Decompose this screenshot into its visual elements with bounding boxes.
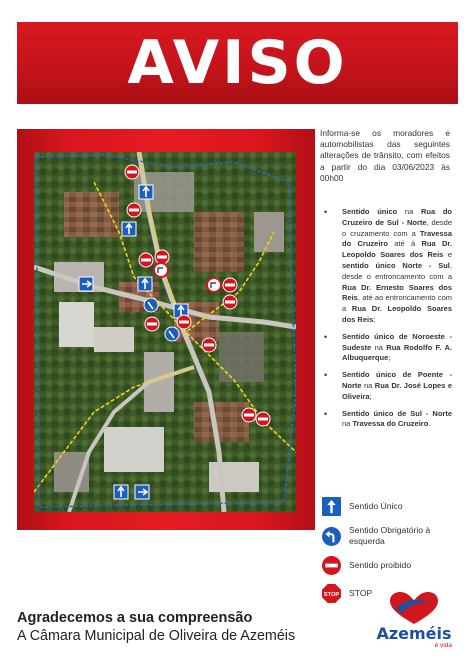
thanks-heading: Agradecemos a sua compreensão [17,610,253,626]
legend-item-one-way [322,497,462,516]
municipality-signature: A Câmara Municipal de Oliveira de Azeméis [17,628,296,644]
map-no-left-turn-sign-icon [207,278,221,292]
map-frame [17,129,315,530]
map-mandatory-turn-sign-icon [165,327,179,341]
map-no-entry-sign-icon [223,295,237,309]
change-item: • Sentido único na Rua do Cruzeiro de Sul - Norte, desde o cruzamento com a Travessa do Cruzeiro até à Rua Dr. Leopoldo Soares dos Reis e sentido único Norte - Sul, desde o entroncamento com a Rua Dr. Ernesto Soares dos Reis, até ao entroncamento com a Rua Dr. Leopoldo Soares dos Reis; [322,207,452,326]
map-no-entry-sign-icon [177,315,191,329]
legend-label: Sentido Obrigatório à esquerda [349,525,431,546]
map-no-entry-sign-icon [145,317,159,331]
map-no-entry-sign-icon [155,250,169,264]
stop-sign-icon [322,584,341,603]
map-no-entry-sign-icon [139,253,153,267]
map-one-way-sign-icon [135,485,149,499]
logo-name: Azeméis [376,624,452,643]
map-one-way-sign-icon [139,185,153,199]
change-item: • Sentido único de Noroeste - Sudeste na Rua Rodolfo F. A. Albuquerque; [322,332,452,364]
map-no-entry-sign-icon [223,278,237,292]
map-no-entry-sign-icon [127,203,141,217]
map-one-way-sign-icon [138,277,152,291]
map-no-left-turn-sign-icon [154,263,168,277]
map-no-entry-sign-icon [242,408,256,422]
aviso-banner [17,22,458,104]
change-item: • Sentido único de Sul - Norte na Travessa do Cruzeiro. [322,409,452,431]
traffic-changes-list [322,207,452,436]
mandatory-left-turn-icon [322,527,341,546]
map-no-entry-sign-icon [202,338,216,352]
aerial-map-illustration [34,152,296,512]
logo-tagline: é vida [434,642,452,649]
map-stop-sign-icon [125,165,139,179]
map-one-way-sign-icon [79,277,93,291]
change-item: • Sentido único de Poente - Norte na Rua Dr. José Lopes e Oliveira; [322,370,452,402]
legend-label: STOP [349,588,373,598]
legend-item-no-entry [322,556,462,575]
map-stop-sign-icon [256,412,270,426]
banner-title: AVISO [127,28,348,98]
svg-text:STOP: STOP [323,591,340,598]
no-entry-icon [322,556,341,575]
legend-item-mandatory-left [322,525,462,547]
map-one-way-sign-icon [122,222,136,236]
aerial-map-image [34,152,296,512]
legend-label: Sentido proibido [349,560,412,570]
one-way-arrow-icon [322,497,341,516]
heart-logo-icon [376,591,452,627]
azemeis-logo [376,591,456,651]
map-mandatory-turn-sign-icon [144,298,158,312]
map-one-way-sign-icon [114,485,128,499]
notice-intro: Informa-se os moradores e automobilistas das seguintes alterações de trânsito, com efeitos a partir do dia 03/06/2023 às 00h00 [320,128,450,183]
legend-label: Sentido Único [349,501,403,511]
